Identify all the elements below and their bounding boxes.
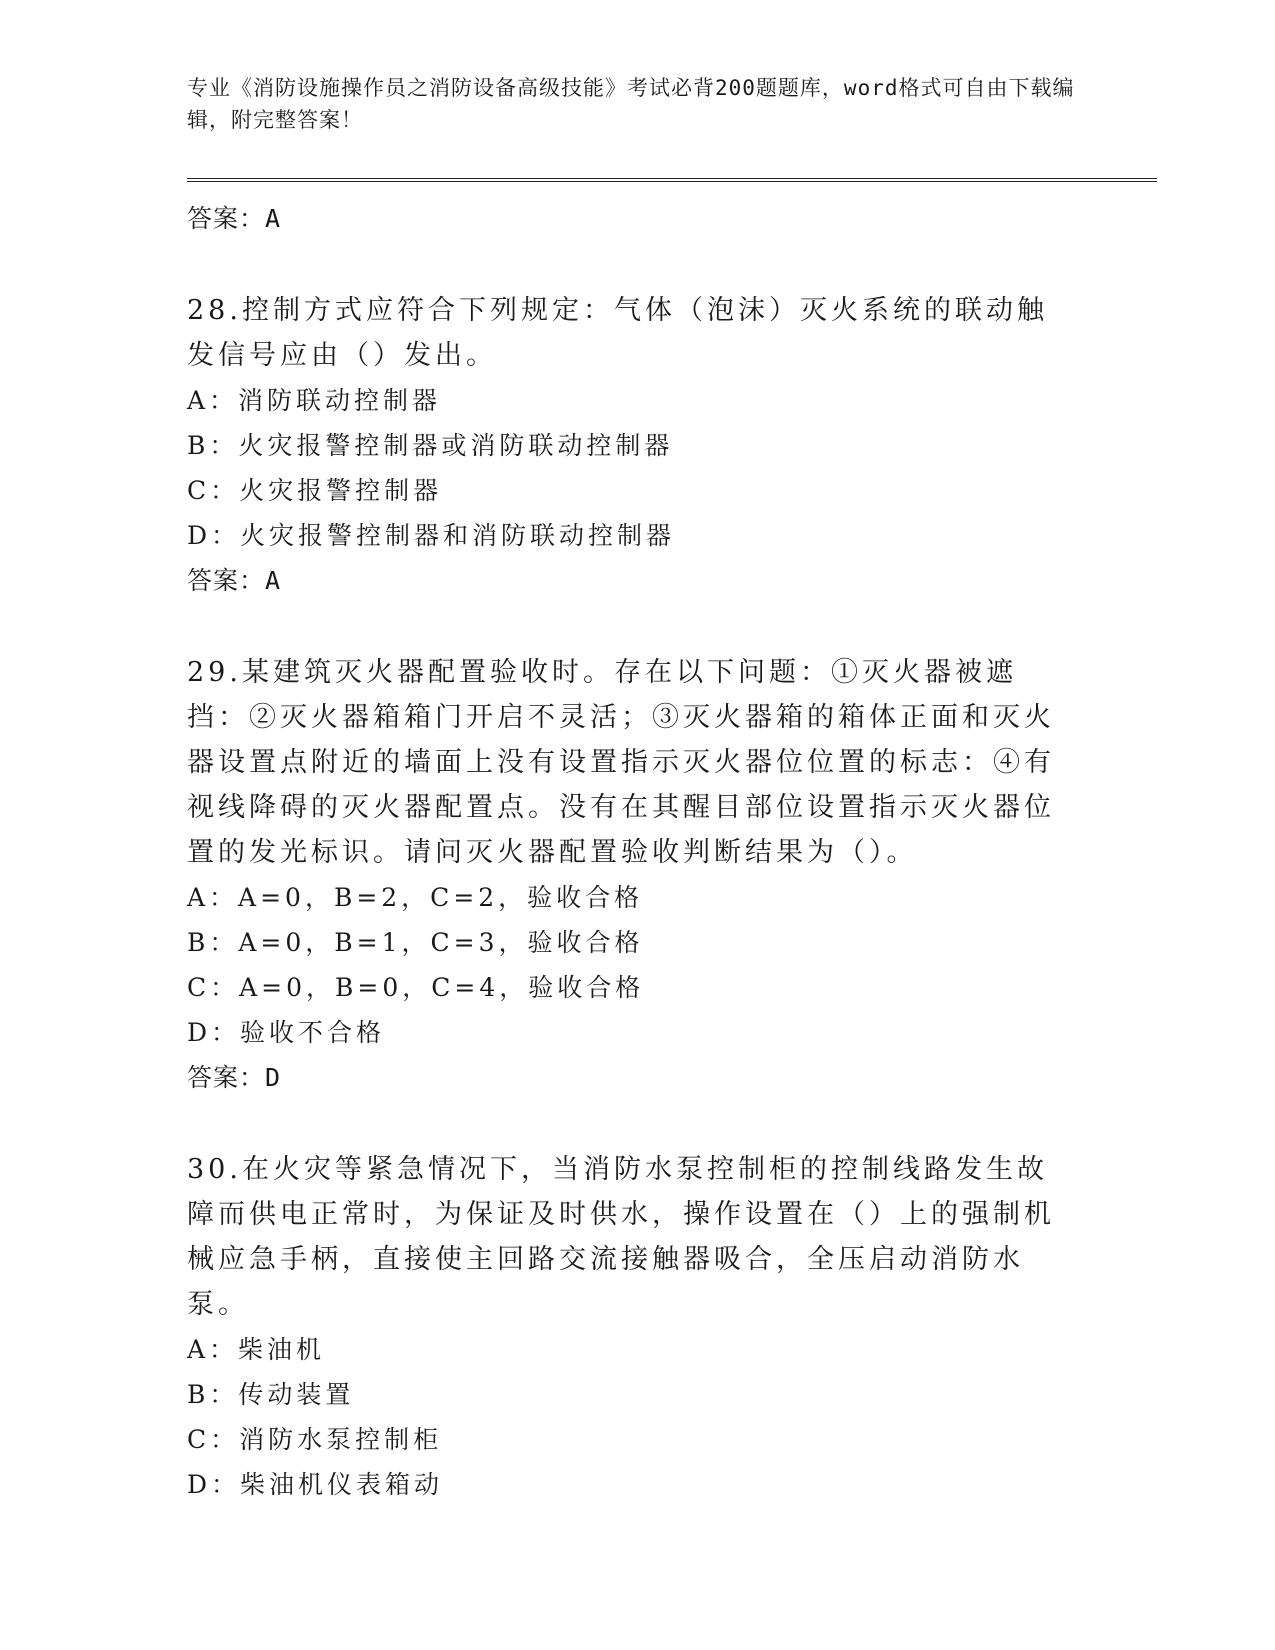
- option-d: D：验收不合格: [187, 1018, 386, 1047]
- option-c: C：消防水泵控制柜: [187, 1425, 443, 1454]
- option-b: B：传动装置: [187, 1380, 355, 1409]
- question-stem: 30.在火灾等紧急情况下，当消防水泵控制柜的控制线路发生故障而供电正常时，为保证及时供水，操作设置在（）上的强制机械应急手柄，直接使主回路交流接触器吸合，全压启动消防水泵。: [187, 1154, 1055, 1320]
- question-30: [187, 1147, 1157, 1507]
- option-c: C：A=0，B=0，C=4，验收合格: [187, 973, 645, 1002]
- answer-label: 答案：D: [187, 1063, 282, 1092]
- question-29: [187, 650, 1157, 1101]
- option-b: B：火灾报警控制器或消防联动控制器: [187, 431, 674, 460]
- option-a: A：柴油机: [187, 1335, 326, 1364]
- option-d: D：柴油机仪表箱动: [187, 1470, 444, 1499]
- answer-label: 答案：A: [187, 566, 282, 595]
- option-d: D：火灾报警控制器和消防联动控制器: [187, 521, 676, 550]
- document-page: [187, 72, 1157, 1507]
- option-a: A：A=0，B=2，C=2，验收合格: [187, 883, 644, 912]
- question-28: [187, 288, 1157, 604]
- answer-label: 答案：A: [187, 204, 282, 233]
- question-stem: 29.某建筑灭火器配置验收时。存在以下问题：①灭火器被遮挡：②灭火器箱箱门开启不灵活；③灭火器箱的箱体正面和灭火器设置点附近的墙面上没有设置指示灭火器位位置的标志：④有视线降碍的灭火器配置点。没有在其醒目部位设置指示灭火器位置的发光标识。请问灭火器配置验收判断结果为（）。: [187, 657, 1055, 868]
- option-b: B：A=0，B=1，C=3，验收合格: [187, 928, 644, 957]
- option-a: A：消防联动控制器: [187, 386, 442, 415]
- document-header: 专业《消防设施操作员之消防设备高级技能》考试必背200题题库，word格式可自由下载编辑，附完整答案！: [187, 76, 1075, 132]
- question-stem: 28.控制方式应符合下列规定：气体（泡沫）灭火系统的联动触发信号应由（）发出。: [187, 295, 1048, 371]
- option-c: C：火灾报警控制器: [187, 476, 443, 505]
- header-divider: [187, 178, 1157, 182]
